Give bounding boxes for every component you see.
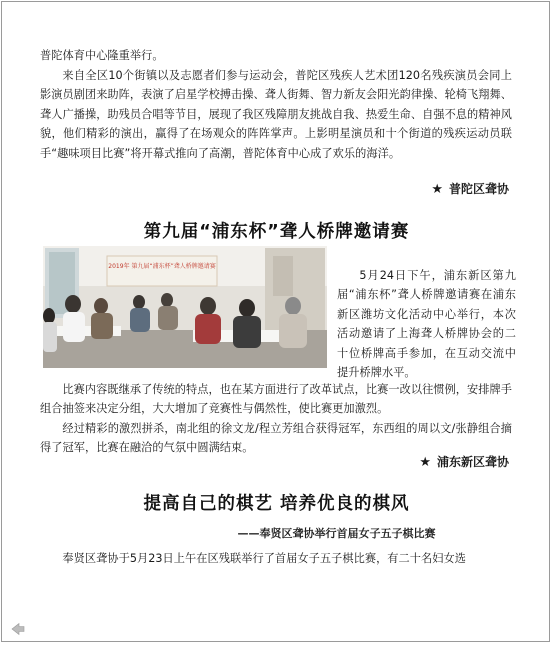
article1-attribution xyxy=(431,180,509,197)
star-icon: ★ xyxy=(419,455,431,470)
photo-banner-text: 2019年 第九届“浦东杯”聋人桥牌邀请赛 xyxy=(108,263,216,270)
article3-title: 提高自己的棋艺 培养优良的棋风 xyxy=(143,494,410,514)
article3-paragraph: 奉贤区聋协于5月23日上午在区残联举行了首届女子五子棋比赛，有二十名妇女选 xyxy=(62,552,466,565)
article1-paragraph: 来自全区10个街镇以及志愿者们参与运动会，普陀区残疾人艺术团120名残疾演员会同上影演员剧团来助阵，表演了启星学校搏击操、聋人街舞、智力新友会阳光韵律操、轮椅飞翔舞、聋人广播操，助残员合唱等节目，展现了我区残障朋友挑战自我、热爱生命、自强不息的精神风貌，他们精彩的演出，赢得了在场观众的阵阵掌声。上影明星演员和十个街道的残疾运动员联手“趣味项目比赛”将开幕式推向了高潮，普陀体育中心成了欢乐的海洋。 xyxy=(40,69,512,160)
article1-continuation: 普陀体育中心隆重举行。 xyxy=(40,49,164,62)
article2-title: 第九届“浦东杯”聋人桥牌邀请赛 xyxy=(143,222,410,242)
article2-attribution xyxy=(419,453,509,470)
bridge-event-photo xyxy=(43,246,327,368)
article2-paragraph1: 比赛内容既继承了传统的特点，也在某方面进行了改革试点，比赛一改以往惯例，安排牌手组合抽签来决定分组，大大增加了竞赛性与偶然性，使比赛更加激烈。 xyxy=(40,383,512,416)
back-arrow-icon[interactable] xyxy=(11,622,25,636)
article2-side-text: 5月24日下午，浦东新区第九届“浦东杯”聋人桥牌邀请赛在浦东新区潍坊文化活动中心举行，本次活动邀请了上海聋人桥牌协会的二十位桥牌高手参加，在互动交流中提升桥牌水平。 xyxy=(337,269,516,380)
article2-paragraph2: 经过精彩的激烈拼杀，南北组的徐文龙/程立芳组合获得冠军，东西组的周以文/张静组合摘得了冠军，比赛在融洽的气氛中圆满结束。 xyxy=(40,422,512,455)
article2-attribution-text: 浦东新区聋协 xyxy=(436,455,509,469)
article1-attribution-text: 普陀区聋协 xyxy=(448,182,509,196)
star-icon: ★ xyxy=(431,182,443,197)
photo-illustration xyxy=(43,246,327,368)
article3-subtitle: ——奉贤区聋协举行首届女子五子棋比赛 xyxy=(237,527,436,540)
